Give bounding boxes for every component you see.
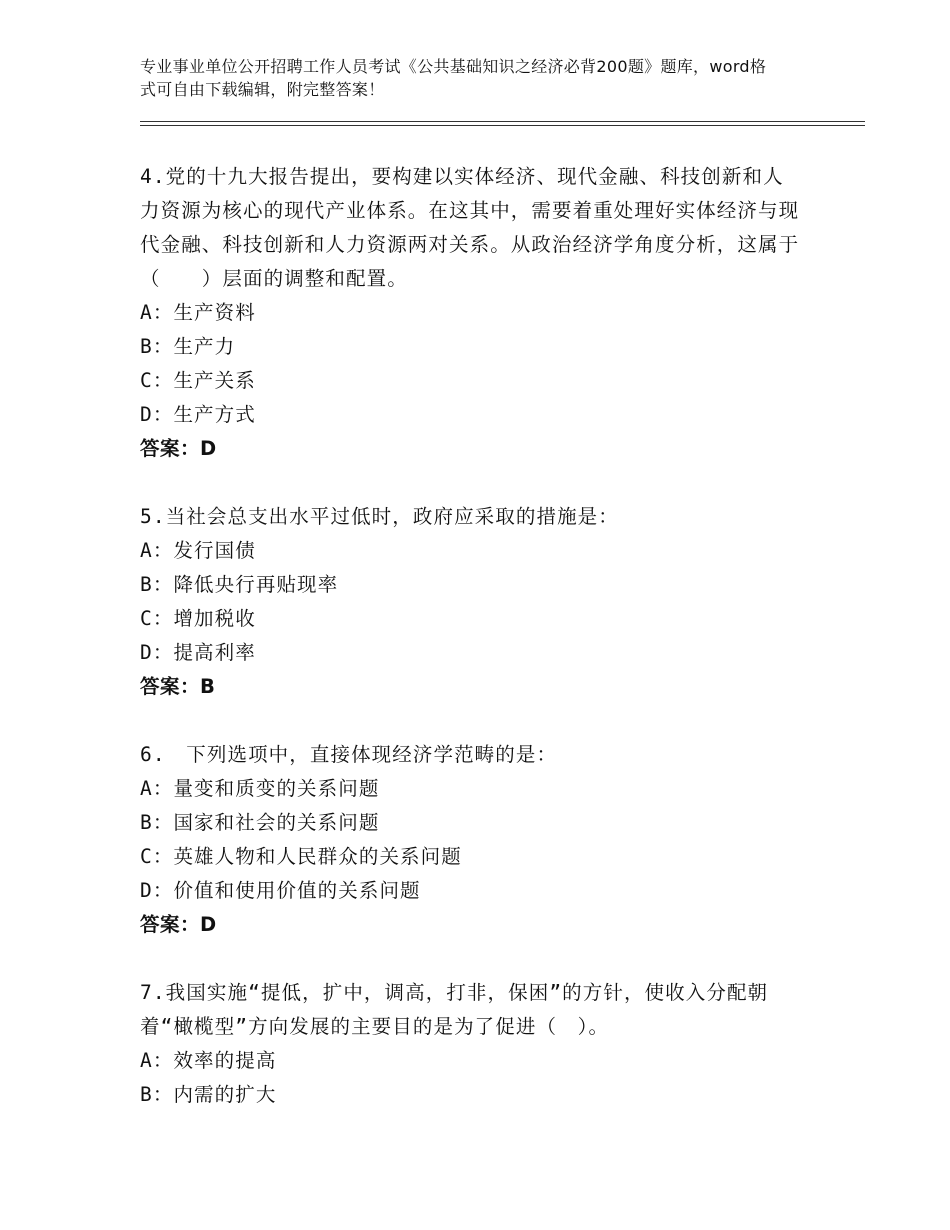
answer-label: 答案：D <box>140 437 217 460</box>
option-b: B：生产力 <box>140 335 236 358</box>
answer-label: 答案：B <box>140 675 216 698</box>
question-list <box>140 160 800 1146</box>
question-7 <box>140 976 800 1112</box>
header-divider <box>140 121 865 126</box>
option-d: D：提高利率 <box>140 641 256 664</box>
option-b: B：国家和社会的关系问题 <box>140 811 380 834</box>
option-b: B：内需的扩大 <box>140 1083 277 1106</box>
option-c: C：英雄人物和人民群众的关系问题 <box>140 845 462 868</box>
option-a: A：生产资料 <box>140 301 256 324</box>
question-stem: 4.党的十九大报告提出，要构建以实体经济、现代金融、科技创新和人力资源为核心的现代产业体系。在这其中，需要着重处理好实体经济与现代金融、科技创新和人力资源两对关系。从政治经济学角度分析，这属于（ ）层面的调整和配置。 <box>140 165 800 290</box>
option-c: C：增加税收 <box>140 607 256 630</box>
question-stem: 7.我国实施“提低，扩中，调高，打非，保困”的方针，使收入分配朝着“橄榄型”方向发展的主要目的是为了促进（ ）。 <box>140 981 769 1038</box>
option-b: B：降低央行再贴现率 <box>140 573 339 596</box>
question-6 <box>140 738 800 942</box>
option-a: A：效率的提高 <box>140 1049 277 1072</box>
option-d: D：生产方式 <box>140 403 256 426</box>
question-stem: 6. 下列选项中，直接体现经济学范畴的是： <box>140 743 558 766</box>
option-d: D：价值和使用价值的关系问题 <box>140 879 421 902</box>
option-a: A：量变和质变的关系问题 <box>140 777 380 800</box>
question-4 <box>140 160 800 466</box>
option-c: C：生产关系 <box>140 369 256 392</box>
question-stem: 5.当社会总支出水平过低时，政府应采取的措施是： <box>140 505 619 528</box>
page-header: 专业事业单位公开招聘工作人员考试《公共基础知识之经济必背200题》题库，word格式可自由下载编辑，附完整答案！ <box>140 57 767 99</box>
answer-label: 答案：D <box>140 913 217 936</box>
question-5 <box>140 500 800 704</box>
option-a: A：发行国债 <box>140 539 256 562</box>
